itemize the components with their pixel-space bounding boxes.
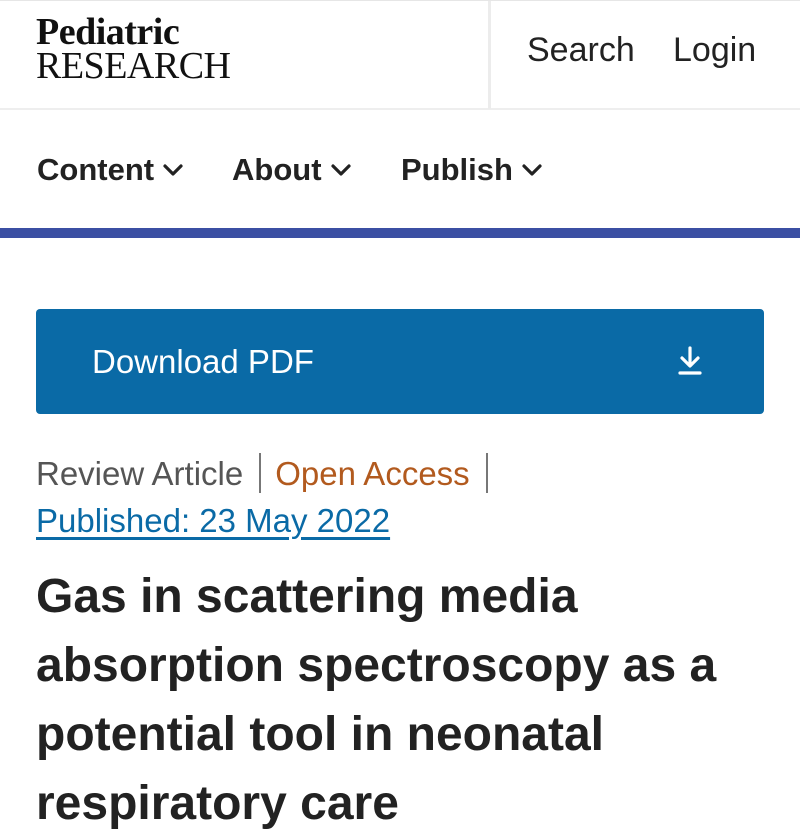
nav-publish-label: Publish: [401, 152, 513, 187]
accent-bar: [0, 228, 800, 238]
chevron-down-icon: [521, 163, 543, 177]
site-header: [0, 0, 800, 110]
download-pdf-label: Download PDF: [92, 343, 314, 380]
nav-content-menu[interactable]: [37, 152, 184, 188]
article-title: Gas in scattering media absorption spectroscopy as a potential tool in neonatal respiratory care: [36, 570, 717, 830]
logo-title-line2: RESEARCH: [36, 45, 231, 87]
nav-content-label: Content: [37, 152, 155, 187]
meta-separator: [259, 453, 261, 493]
nav-about-menu[interactable]: [232, 152, 352, 188]
logo-title-line1: Pediatric: [36, 11, 180, 53]
meta-separator: [486, 453, 488, 493]
login-link[interactable]: Login: [673, 31, 757, 69]
header-divider: [488, 1, 491, 109]
chevron-down-icon: [330, 163, 352, 177]
chevron-down-icon: [162, 163, 184, 177]
open-access-badge: Open Access: [275, 455, 470, 492]
published-date-link[interactable]: Published: 23 May 2022: [36, 502, 391, 539]
nav-publish-menu[interactable]: [401, 152, 543, 188]
journal-logo[interactable]: [36, 11, 231, 87]
download-icon: [676, 345, 704, 377]
article-meta: [36, 455, 502, 496]
search-link[interactable]: Search: [527, 31, 635, 69]
main-nav: [0, 110, 800, 228]
download-pdf-button[interactable]: [36, 309, 764, 414]
nav-about-label: About: [232, 152, 322, 187]
article-type: Review Article: [36, 455, 244, 492]
